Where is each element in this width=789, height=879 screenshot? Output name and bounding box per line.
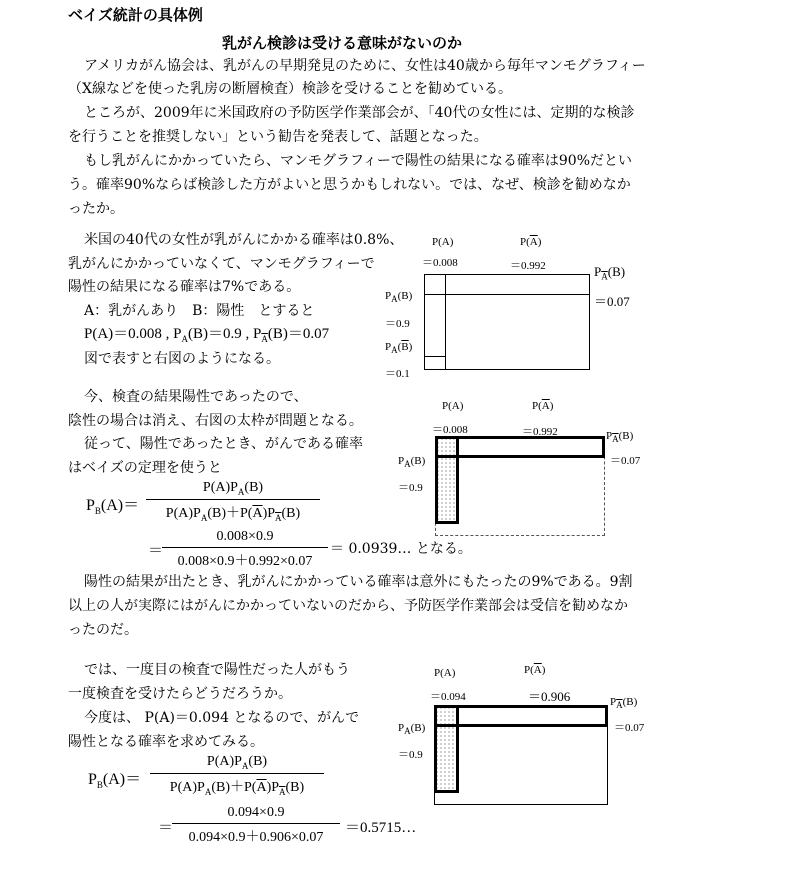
- s2-eq2: ＝: [148, 543, 164, 559]
- fig2-pa-label: P(A): [442, 400, 464, 412]
- intro-p1a: アメリカがん協会は、乳がんの早期発見のために、女性は40歳から毎年マンモグラフィー: [84, 58, 646, 74]
- s3-numeric-denominator: 0.094×0.9＋0.906×0.07: [188, 830, 324, 845]
- fig3-pab-label: $P_A(B)$: [398, 722, 426, 737]
- s1-line4: A：乳がんあり B：陽性 とすると: [84, 303, 315, 319]
- s3-bayes-denominator: $P(A)P_A(B)+P(\overline{A})P_{\overline{A}}(B)$: [169, 779, 305, 797]
- s3-line3: 今度は、 P(A)＝0.094 となるので、がんで: [84, 710, 360, 726]
- intro-p2b: を行うことを推奨しない」という勧告を発表して、話題となった。: [68, 129, 488, 145]
- s1-line1: 米国の40代の女性が乳がんにかかる確率は0.8%、: [84, 232, 404, 248]
- fig3-pna-label: $P(\overline{A})$: [524, 664, 546, 676]
- fig3-pa-label: P(A): [434, 667, 456, 679]
- s3-numeric-numerator: 0.094×0.9: [227, 805, 285, 820]
- intro-p3b: う。確率90%ならば検診した方がよいと思うかもしれない。では、なぜ、検診を勧めなか: [68, 177, 631, 193]
- s3-result: ＝0.5715…: [345, 820, 417, 836]
- fig1-top-strip: [424, 274, 590, 295]
- s3-line4: 陽性となる確率を求めてみる。: [68, 734, 264, 750]
- s3-bayes-lhs: $P_B(A)=$: [88, 771, 142, 791]
- fig1-panb-value: ＝0.1: [385, 368, 410, 380]
- s2-line2: 陰性の場合は消え、右図の太枠が問題となる。: [68, 413, 363, 429]
- conclusion-line2: 以上の人が実際にはがんにかかっていないのだから、予防医学作業部会は受信を勧めなか: [68, 598, 628, 614]
- s1-line6: 図で表すと右図のようになる。: [84, 351, 280, 367]
- fig1-a-bottom: [424, 356, 446, 370]
- fig2-pab-label: $P_A(B)$: [398, 455, 426, 470]
- fig2-pnab-value: ＝0.07: [610, 455, 641, 467]
- fig1-pnab-label: $P_{\overline{A}}(B)$: [594, 264, 626, 282]
- fig3-top-strip: [434, 705, 608, 727]
- fig1-pa-label: P(A): [432, 236, 454, 248]
- s1-line2: 乳がんにかかっていなくて、マンモグラフィーで: [68, 256, 375, 272]
- s3-numeric-fraction: [172, 805, 340, 846]
- intro-p2a: ところが、2009年に米国政府の予防医学作業部会が、「40代の女性には、定期的な検診: [84, 105, 635, 121]
- s2-result: ＝ 0.0939… となる。: [330, 541, 472, 557]
- fig2-top-strip: [435, 436, 605, 458]
- fig1-pna-value: ＝0.992: [510, 260, 546, 272]
- s2-line1: 今、検査の結果陽性であったので、: [84, 389, 308, 405]
- s3-line1: では、一度目の検査で陽性だった人がもう: [84, 662, 350, 678]
- s1-line3: 陽性の結果になる確率は7%である。: [68, 279, 301, 295]
- s1-formula: P(A)＝0.008 , $P_A(B)=0.9$ , $P_{\overline{A}}(B)=0.07$: [84, 326, 330, 344]
- s3-bayes-numerator: $P(A)P_A(B)$: [206, 754, 268, 771]
- s2-numeric-denominator: 0.008×0.9＋0.992×0.07: [177, 554, 313, 569]
- fig1-pnab-value: ＝0.07: [594, 294, 630, 309]
- fig2-pa-value: ＝0.008: [432, 424, 468, 436]
- page-title: 乳がん検診は受ける意味がないのか: [222, 34, 463, 52]
- s2-bayes-fraction: [146, 480, 320, 523]
- fig2-pna-label: $P(\overline{A})$: [532, 400, 554, 412]
- fig2-pnab-label: $P_{\overline{A}}(B)$: [606, 430, 634, 445]
- s2-bayes-lhs: $P_B(A)=$: [86, 497, 140, 517]
- s3-line2: 一度検査を受けたらどうだろうか。: [68, 686, 292, 702]
- fig1-pna-label: $P(\overline{A})$: [520, 236, 542, 248]
- fig3-pna-value: ＝0.906: [528, 689, 571, 704]
- s2-bayes-numerator: $P(A)P_A(B)$: [202, 480, 264, 497]
- intro-p1b: （X線などを使った乳房の断層検査）検診を受けることを勧めている。: [68, 81, 512, 97]
- fig3-pa-value: ＝0.094: [430, 691, 466, 703]
- page-heading: ベイズ統計の具体例: [68, 6, 203, 24]
- s2-line4: はベイズの定理を使うと: [68, 460, 222, 476]
- fig3-pnab-label: $P_{\overline{A}}(B)$: [610, 696, 638, 711]
- fig1-pab-label: $P_A(B)$: [385, 290, 413, 305]
- fig2-pab-value: ＝0.9: [398, 482, 423, 494]
- conclusion-line3: ったのだ。: [68, 622, 138, 638]
- fig2-pna-value: ＝0.992: [522, 426, 558, 438]
- s2-numeric-numerator: 0.008×0.9: [216, 529, 274, 544]
- fig1-panb-label: $P_A(\overline{B})$: [385, 341, 413, 356]
- fig3-pab-value: ＝0.9: [398, 749, 423, 761]
- s2-line3: 従って、陽性であったとき、がんである確率: [84, 436, 364, 452]
- intro-p3a: もし乳がんにかかっていたら、マンモグラフィーで陽性の結果になる確率は90%だとい: [84, 153, 632, 169]
- s3-bayes-fraction: [150, 754, 324, 797]
- s3-eq2: ＝: [158, 820, 174, 836]
- fig1-pab-value: ＝0.9: [385, 318, 410, 330]
- intro-p3c: ったか。: [68, 201, 124, 217]
- conclusion-line1: 陽性の結果が出たとき、乳がんにかかっている確率は意外にもたったの9%である。9割: [84, 574, 633, 590]
- s2-numeric-fraction: [162, 529, 328, 570]
- s2-bayes-denominator: $P(A)P_A(B)+P(\overline{A})P_{\overline{A}}(B)$: [165, 505, 301, 523]
- fig1-pa-value: ＝0.008: [422, 257, 458, 269]
- fig3-pnab-value: ＝0.07: [614, 722, 645, 734]
